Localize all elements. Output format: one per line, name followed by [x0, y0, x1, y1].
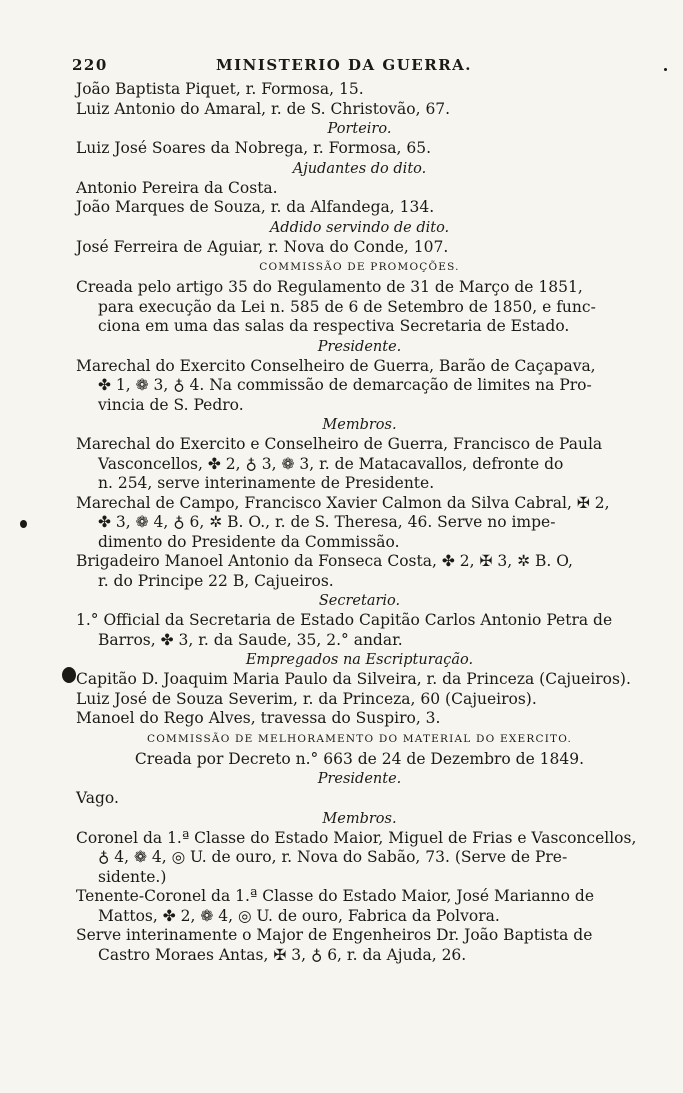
text-line: ciona em uma das salas da respectiva Secretaria de Estado. — [98, 317, 570, 335]
section-heading: COMMISSÃO DE MELHORAMENTO DO MATERIAL DO EXERCITO. — [147, 732, 572, 745]
text-line: Mattos, ✤ 2, ❁ 4, ◎ U. de ouro, Fabrica da Polvora. — [98, 906, 500, 925]
text-line: ♁ 4, ❁ 4, ◎ U. de ouro, r. Nova do Sabão, 73. (Serve de Pre- — [98, 848, 568, 866]
text-line: n. 254, serve interinamente de Presidente. — [98, 474, 435, 492]
section-subheading: Membros. — [322, 417, 397, 433]
text-line: Marechal do Exercito Conselheiro de Guerra, Barão de Caçapava, — [76, 356, 596, 375]
ink-speck — [20, 520, 27, 528]
text-line: 1.° Official da Secretaria de Estado Capitão Carlos Antonio Petra de — [76, 611, 613, 629]
running-title: MINISTERIO DA GUERRA. — [216, 56, 473, 74]
text-line: Barros, ✤ 3, r. da Saude, 35, 2.° andar. — [98, 630, 403, 649]
text-line: dimento do Presidente da Commissão. — [98, 532, 400, 551]
text-line: para execução da Lei n. 585 de 6 de Setembro de 1850, e func- — [98, 297, 596, 316]
text-line: Capitão D. Joaquim Maria Paulo da Silveira, r. da Princeza (Cajueiros). — [76, 670, 631, 688]
ink-speck — [62, 667, 76, 683]
text-line: João Baptista Piquet, r. Formosa, 15. — [76, 80, 364, 98]
text-line: Vago. — [76, 789, 119, 807]
section-subheading: Porteiro. — [327, 121, 392, 137]
text-line: Tenente-Coronel da 1.ª Classe do Estado Maior, José Marianno de — [76, 887, 594, 905]
page-number: 220 — [72, 56, 108, 74]
section-subheading: Presidente. — [317, 338, 402, 355]
text-line: r. do Principe 22 B, Cajueiros. — [98, 571, 334, 590]
text-line: Marechal de Campo, Francisco Xavier Calmon da Silva Cabral, ✠ 2, — [76, 493, 610, 512]
section-subheading: Presidente. — [317, 771, 402, 787]
section-subheading: Empregados na Escripturação. — [245, 652, 474, 668]
text-line: Brigadeiro Manoel Antonio da Fonseca Costa, ✤ 2, ✠ 3, ✲ B. O, — [76, 552, 573, 570]
text-line: Luiz Antonio do Amaral, r. de S. Christovão, 67. — [76, 99, 451, 118]
text-line: Coronel da 1.ª Classe do Estado Maior, Miguel de Frias e Vasconcellos, — [76, 828, 637, 847]
section-subheading: Secretario. — [318, 593, 401, 609]
text-line: ✤ 3, ❁ 4, ♁ 6, ✲ B. O., r. de S. Theresa, 46. Serve no impe- — [98, 513, 556, 531]
text-line: Creada por Decreto n.° 663 de 24 de Dezembro de 1849. — [134, 749, 585, 768]
text-line: José Ferreira de Aguiar, r. Nova do Conde, 107. — [76, 237, 449, 256]
text-line: sidente.) — [98, 867, 167, 886]
section-heading: COMMISSÃO DE PROMOÇÕES. — [259, 261, 460, 273]
text-line: Luiz José de Souza Severim, r. da Princeza, 60 (Cajueiros). — [76, 689, 537, 708]
text-line: Serve interinamente o Major de Engenheiros Dr. João Baptista de — [76, 926, 593, 944]
text-line: Marechal do Exercito e Conselheiro de Guerra, Francisco de Paula — [76, 435, 603, 453]
text-line: ✤ 1, ❁ 3, ♁ 4. Na commissão de demarcação de limites na Pro- — [98, 376, 592, 394]
text-line: Creada pelo artigo 35 do Regulamento de 31 de Março de 1851, — [76, 278, 583, 296]
ink-speck — [664, 68, 667, 71]
text-line: João Marques de Souza, r. da Alfandega, 134. — [76, 198, 435, 216]
text-line: Antonio Pereira da Costa. — [76, 178, 278, 197]
text-line: Manoel do Rego Alves, travessa do Suspiro, 3. — [76, 709, 441, 727]
section-subheading: Addido servindo de dito. — [269, 219, 450, 236]
text-line: Luiz José Soares da Nobrega, r. Formosa, 65. — [76, 139, 432, 157]
running-head — [72, 56, 643, 80]
text-line: Vasconcellos, ✤ 2, ♁ 3, ❁ 3, r. de Matacavallos, defronte do — [98, 454, 564, 473]
section-subheading: Membros. — [322, 810, 397, 827]
text-line: Castro Moraes Antas, ✠ 3, ♁ 6, r. da Ajuda, 26. — [98, 945, 467, 964]
text-line: vincia de S. Pedro. — [98, 395, 244, 414]
section-subheading: Ajudantes do dito. — [292, 160, 427, 177]
